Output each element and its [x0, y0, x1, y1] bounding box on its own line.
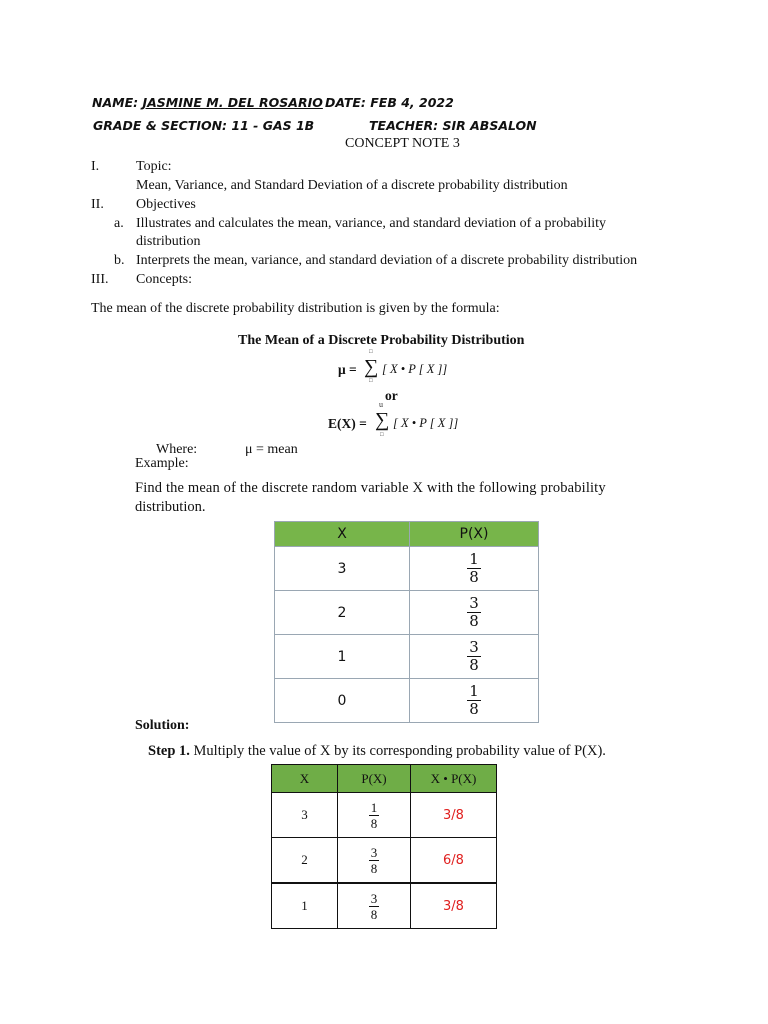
fraction [369, 801, 380, 830]
fraction [467, 640, 481, 673]
numerator: 1 [469, 682, 479, 700]
student-name [92, 95, 323, 110]
cell-px [338, 883, 411, 929]
or-text: or [385, 388, 398, 403]
table-row [272, 838, 497, 884]
cell-px [338, 838, 411, 884]
numerator: 1 [370, 799, 378, 815]
where-definition: μ = mean [245, 442, 298, 457]
cell-x: 3 [275, 547, 410, 591]
mu-rhs: [ X • P [ X ]] [382, 362, 448, 376]
cell-x: 1 [272, 883, 338, 929]
name-value: JASMINE M. DEL ROSARIO [142, 95, 323, 110]
denominator: 8 [469, 700, 479, 718]
table-row [275, 547, 539, 591]
denominator: 8 [370, 906, 378, 922]
step1-text: Multiply the value of X by its corresponding probability value of P(X). [193, 743, 606, 759]
page-title: CONCEPT NOTE 3 [345, 136, 460, 151]
column-header-product: X • P(X) [411, 765, 497, 793]
cell-px [410, 679, 539, 723]
fraction [467, 596, 481, 629]
cell-x: 2 [275, 591, 410, 635]
example-line2: distribution. [135, 499, 206, 515]
cell-px [410, 547, 539, 591]
table-header-row [272, 765, 497, 793]
cell-x: 2 [272, 838, 338, 884]
sigma-upper-placeholder: □ [369, 349, 373, 355]
step1 [148, 743, 606, 760]
step1-label: Step 1. [148, 743, 190, 759]
sigma-symbol-2: ∑ [375, 409, 390, 431]
objectives-label: Objectives [136, 197, 196, 212]
table-header-row [275, 522, 539, 547]
fraction [467, 552, 481, 585]
objective-a-line1: Illustrates and calculates the mean, variance, and standard deviation of a probability [136, 216, 606, 231]
teacher: TEACHER: SIR ABSALON [369, 118, 537, 133]
objective-a-line2: distribution [136, 234, 201, 249]
sigma2-lower-placeholder: □ [380, 432, 384, 438]
denominator: 8 [469, 568, 479, 586]
numerator: 1 [469, 550, 479, 568]
sigma-symbol: ∑ [364, 356, 379, 378]
fraction [369, 892, 380, 921]
table-row [275, 679, 539, 723]
cell-product: 6/8 [411, 838, 497, 884]
objective-b-num: b. [114, 253, 125, 268]
denominator: 8 [370, 860, 378, 876]
table-row [272, 793, 497, 838]
fraction [369, 846, 380, 875]
objectives-num: II. [91, 197, 104, 212]
fraction [467, 684, 481, 717]
numerator: 3 [370, 890, 378, 906]
table-row [272, 883, 497, 929]
denominator: 8 [370, 815, 378, 831]
cell-px [410, 591, 539, 635]
numerator: 3 [469, 594, 479, 612]
grade-section: GRADE & SECTION: 11 - GAS 1B [93, 118, 315, 133]
ex-rhs: [ X • P [ X ]] [393, 416, 459, 430]
topic-label: Topic: [136, 159, 172, 174]
cell-px [410, 635, 539, 679]
name-label: NAME: [92, 95, 139, 110]
sigma2-upper: u [379, 400, 383, 409]
denominator: 8 [469, 612, 479, 630]
column-header-x: X [275, 522, 410, 547]
ex-lhs: E(X) = [328, 416, 367, 431]
column-header-px: P(X) [338, 765, 411, 793]
column-header-px: P(X) [410, 522, 539, 547]
concepts-label: Concepts: [136, 272, 192, 287]
topic-num: I. [91, 159, 100, 174]
date: DATE: FEB 4, 2022 [325, 95, 454, 110]
example-line1: Find the mean of the discrete random variable X with the following probability [135, 480, 606, 496]
numerator: 3 [370, 844, 378, 860]
mu-lhs: μ = [338, 362, 357, 377]
cell-x: 0 [275, 679, 410, 723]
table-row [275, 591, 539, 635]
topic-text: Mean, Variance, and Standard Deviation of a discrete probability distribution [136, 178, 568, 193]
column-header-x: X [272, 765, 338, 793]
concepts-num: III. [91, 272, 109, 287]
intro-text: The mean of the discrete probability distribution is given by the formula: [91, 301, 500, 316]
numerator: 3 [469, 638, 479, 656]
cell-x: 1 [275, 635, 410, 679]
solution-label: Solution: [135, 718, 190, 733]
where-label: Where: [156, 442, 198, 457]
cell-product: 3/8 [411, 883, 497, 929]
denominator: 8 [469, 656, 479, 674]
formula-heading: The Mean of a Discrete Probability Distribution [238, 333, 525, 348]
table-row [275, 635, 539, 679]
cell-x: 3 [272, 793, 338, 838]
objective-a-num: a. [114, 216, 124, 231]
objective-b-text: Interprets the mean, variance, and standard deviation of a discrete probability distribution [136, 253, 638, 268]
example-label: Example: [135, 456, 189, 471]
sigma-lower-placeholder: □ [369, 378, 373, 384]
cell-product: 3/8 [411, 793, 497, 838]
cell-px [338, 793, 411, 838]
probability-table [274, 521, 539, 723]
product-table [271, 764, 497, 929]
